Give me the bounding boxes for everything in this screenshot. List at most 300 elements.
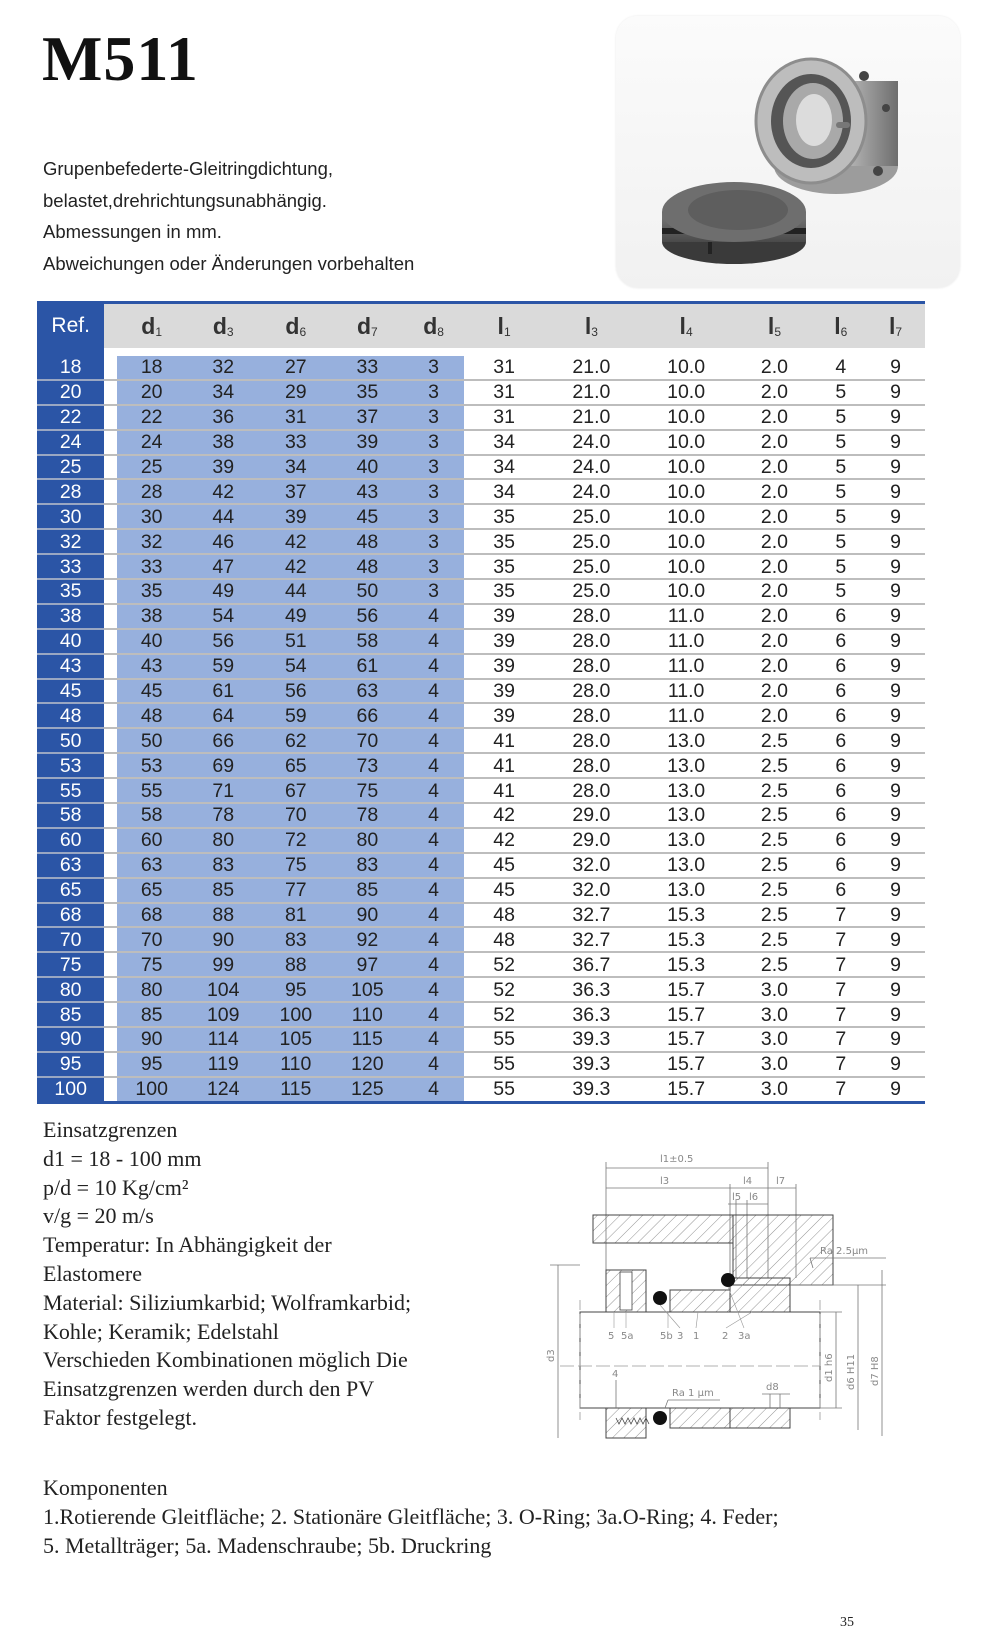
value-cell: 35	[464, 504, 544, 529]
value-cell: 66	[332, 703, 404, 728]
value-cell: 4	[403, 828, 464, 853]
ref-cell: 53	[37, 753, 104, 778]
value-cell: 62	[260, 728, 332, 753]
column-header-subscript: 7	[371, 324, 378, 339]
table-row	[37, 679, 925, 704]
limit-line: Einsatzgrenzen werden durch den PV	[43, 1376, 375, 1402]
value-cell: 61	[332, 654, 404, 679]
ref-cell: 30	[37, 504, 104, 529]
ref-cell: 38	[37, 604, 104, 629]
value-cell: 40	[117, 629, 186, 654]
value-cell: 54	[186, 604, 260, 629]
value-cell: 42	[464, 803, 544, 828]
column-header	[332, 304, 404, 348]
value-cell: 2.5	[733, 853, 815, 878]
value-cell: 42	[260, 529, 332, 554]
value-cell: 2.5	[733, 878, 815, 903]
value-cell: 55	[464, 1077, 544, 1102]
value-cell: 28.0	[544, 604, 639, 629]
value-cell: 10.0	[639, 554, 734, 579]
value-cell: 34	[186, 380, 260, 405]
row-spacer	[104, 679, 117, 704]
value-cell: 31	[464, 405, 544, 430]
value-cell: 2.5	[733, 927, 815, 952]
value-cell: 39	[332, 430, 404, 455]
row-spacer	[104, 952, 117, 977]
table-row	[37, 529, 925, 554]
row-spacer	[104, 1077, 117, 1102]
limit-line: v/g = 20 m/s	[43, 1203, 154, 1229]
dim-label-l1: l1±0.5	[660, 1154, 694, 1165]
part-label-4: 4	[612, 1369, 619, 1380]
value-cell: 70	[260, 803, 332, 828]
value-cell: 2.0	[733, 679, 815, 704]
value-cell: 10.0	[639, 405, 734, 430]
value-cell: 32.7	[544, 927, 639, 952]
column-header	[186, 304, 260, 348]
value-cell: 4	[403, 679, 464, 704]
value-cell: 67	[260, 778, 332, 803]
value-cell: 38	[117, 604, 186, 629]
value-cell: 5	[816, 380, 867, 405]
table-row	[37, 753, 925, 778]
row-spacer	[104, 853, 117, 878]
table-row	[37, 479, 925, 504]
value-cell: 104	[186, 977, 260, 1002]
value-cell: 31	[464, 356, 544, 380]
value-cell: 2.0	[733, 604, 815, 629]
table-row	[37, 878, 925, 903]
value-cell: 53	[117, 753, 186, 778]
value-cell: 90	[186, 927, 260, 952]
value-cell: 4	[403, 952, 464, 977]
components-line: 5. Metallträger; 5a. Madenschraube; 5b. Druckring	[43, 1533, 492, 1558]
value-cell: 9	[866, 356, 925, 380]
value-cell: 39.3	[544, 1027, 639, 1052]
table-row	[37, 554, 925, 579]
value-cell: 83	[186, 853, 260, 878]
row-spacer	[104, 977, 117, 1002]
value-cell: 100	[117, 1077, 186, 1102]
value-cell: 15.3	[639, 927, 734, 952]
row-spacer	[104, 654, 117, 679]
ref-cell: 90	[37, 1027, 104, 1052]
value-cell: 3	[403, 455, 464, 480]
value-cell: 9	[866, 703, 925, 728]
value-cell: 4	[403, 1002, 464, 1027]
components-heading: Komponenten	[43, 1475, 168, 1500]
product-title: M511	[42, 23, 199, 94]
value-cell: 6	[816, 703, 867, 728]
value-cell: 48	[332, 529, 404, 554]
value-cell: 124	[186, 1077, 260, 1102]
value-cell: 10.0	[639, 455, 734, 480]
value-cell: 100	[260, 1002, 332, 1027]
table-row	[37, 579, 925, 604]
value-cell: 33	[260, 430, 332, 455]
value-cell: 48	[464, 927, 544, 952]
value-cell: 10.0	[639, 479, 734, 504]
part-label-1: 1	[693, 1331, 700, 1342]
value-cell: 110	[260, 1052, 332, 1077]
value-cell: 7	[816, 977, 867, 1002]
value-cell: 21.0	[544, 356, 639, 380]
value-cell: 90	[332, 903, 404, 928]
value-cell: 80	[332, 828, 404, 853]
row-spacer	[104, 803, 117, 828]
value-cell: 25.0	[544, 579, 639, 604]
value-cell: 3	[403, 554, 464, 579]
value-cell: 2.0	[733, 629, 815, 654]
value-cell: 9	[866, 1027, 925, 1052]
value-cell: 2.5	[733, 728, 815, 753]
value-cell: 34	[464, 455, 544, 480]
value-cell: 105	[332, 977, 404, 1002]
row-spacer	[104, 405, 117, 430]
value-cell: 10.0	[639, 504, 734, 529]
operating-limits	[43, 1116, 411, 1433]
value-cell: 99	[186, 952, 260, 977]
value-cell: 4	[403, 1052, 464, 1077]
limit-line: Kohle; Keramik; Edelstahl	[43, 1318, 279, 1344]
value-cell: 47	[186, 554, 260, 579]
column-header	[117, 304, 186, 348]
limit-line: Faktor festgelegt.	[43, 1404, 197, 1430]
row-spacer	[104, 579, 117, 604]
ref-cell: 63	[37, 853, 104, 878]
table-row	[37, 356, 925, 380]
value-cell: 45	[117, 679, 186, 704]
value-cell: 39	[464, 703, 544, 728]
value-cell: 28.0	[544, 679, 639, 704]
header-spacer	[104, 304, 117, 348]
value-cell: 63	[332, 679, 404, 704]
value-cell: 55	[464, 1052, 544, 1077]
column-header	[260, 304, 332, 348]
value-cell: 3	[403, 504, 464, 529]
value-cell: 2.5	[733, 828, 815, 853]
table-row	[37, 927, 925, 952]
o-ring-3-top	[653, 1291, 667, 1305]
value-cell: 65	[260, 753, 332, 778]
value-cell: 3	[403, 479, 464, 504]
value-cell: 52	[464, 977, 544, 1002]
value-cell: 45	[332, 504, 404, 529]
value-cell: 50	[332, 579, 404, 604]
dim-label-d6: d6 H11	[846, 1353, 857, 1390]
housing-top-right	[733, 1215, 833, 1285]
value-cell: 97	[332, 952, 404, 977]
description-line: belastet,drehrichtungsunabhängig.	[43, 189, 327, 211]
seal-cross-section-diagram	[520, 1100, 900, 1440]
value-cell: 46	[186, 529, 260, 554]
value-cell: 85	[117, 1002, 186, 1027]
table-row	[37, 405, 925, 430]
value-cell: 105	[260, 1027, 332, 1052]
value-cell: 78	[186, 803, 260, 828]
value-cell: 34	[464, 479, 544, 504]
table-row	[37, 1077, 925, 1102]
value-cell: 83	[332, 853, 404, 878]
ref-cell: 43	[37, 654, 104, 679]
ref-cell: 40	[37, 629, 104, 654]
metal-carrier-bottom	[606, 1408, 646, 1438]
value-cell: 36.3	[544, 1002, 639, 1027]
value-cell: 35	[332, 380, 404, 405]
value-cell: 9	[866, 679, 925, 704]
value-cell: 88	[186, 903, 260, 928]
value-cell: 71	[186, 778, 260, 803]
column-header-subscript: 4	[685, 324, 693, 339]
dimensions-table-wrapper	[37, 304, 925, 1104]
value-cell: 31	[260, 405, 332, 430]
row-spacer	[104, 728, 117, 753]
value-cell: 54	[260, 654, 332, 679]
row-spacer	[104, 878, 117, 903]
value-cell: 3	[403, 405, 464, 430]
value-cell: 15.7	[639, 1002, 734, 1027]
value-cell: 6	[816, 679, 867, 704]
column-header-subscript: 8	[437, 324, 444, 339]
rotating-face-top	[670, 1290, 730, 1312]
value-cell: 2.0	[733, 455, 815, 480]
value-cell: 13.0	[639, 728, 734, 753]
value-cell: 7	[816, 903, 867, 928]
value-cell: 42	[464, 828, 544, 853]
value-cell: 114	[186, 1027, 260, 1052]
value-cell: 70	[117, 927, 186, 952]
value-cell: 4	[403, 629, 464, 654]
value-cell: 64	[186, 703, 260, 728]
value-cell: 9	[866, 803, 925, 828]
value-cell: 9	[866, 554, 925, 579]
dimensions-table	[37, 304, 925, 1104]
value-cell: 49	[186, 579, 260, 604]
table-row	[37, 853, 925, 878]
value-cell: 4	[403, 1077, 464, 1102]
row-spacer	[104, 1052, 117, 1077]
value-cell: 29.0	[544, 803, 639, 828]
value-cell: 4	[403, 654, 464, 679]
value-cell: 39	[260, 504, 332, 529]
column-header	[403, 304, 464, 348]
value-cell: 75	[260, 853, 332, 878]
value-cell: 52	[464, 952, 544, 977]
value-cell: 10.0	[639, 380, 734, 405]
value-cell: 25.0	[544, 529, 639, 554]
value-cell: 2.5	[733, 803, 815, 828]
set-screw-top	[620, 1272, 632, 1310]
value-cell: 44	[260, 579, 332, 604]
ref-cell: 35	[37, 579, 104, 604]
column-header-base: d	[141, 312, 156, 339]
value-cell: 6	[816, 828, 867, 853]
value-cell: 88	[260, 952, 332, 977]
column-header-base: d	[356, 312, 372, 339]
value-cell: 75	[117, 952, 186, 977]
value-cell: 15.7	[639, 977, 734, 1002]
value-cell: 4	[403, 778, 464, 803]
value-cell: 39	[464, 679, 544, 704]
column-header-base: l	[679, 312, 686, 339]
table-row	[37, 778, 925, 803]
part-label-2: 2	[722, 1331, 729, 1342]
value-cell: 13.0	[639, 828, 734, 853]
value-cell: 3.0	[733, 977, 815, 1002]
value-cell: 4	[403, 703, 464, 728]
ref-cell: 25	[37, 455, 104, 480]
value-cell: 59	[260, 703, 332, 728]
value-cell: 85	[332, 878, 404, 903]
value-cell: 119	[186, 1052, 260, 1077]
column-header-subscript: 6	[299, 324, 307, 339]
ref-cell: 100	[37, 1077, 104, 1102]
value-cell: 5	[816, 479, 867, 504]
value-cell: 3	[403, 529, 464, 554]
value-cell: 28.0	[544, 728, 639, 753]
value-cell: 39	[464, 629, 544, 654]
dim-label-d3: d3	[546, 1349, 557, 1362]
value-cell: 4	[403, 728, 464, 753]
column-header	[866, 304, 925, 348]
value-cell: 48	[117, 703, 186, 728]
value-cell: 2.0	[733, 579, 815, 604]
row-spacer	[104, 554, 117, 579]
value-cell: 29	[260, 380, 332, 405]
table-row	[37, 903, 925, 928]
stationary-face-top	[730, 1278, 790, 1312]
value-cell: 9	[866, 878, 925, 903]
o-ring-3-bottom	[653, 1411, 667, 1425]
value-cell: 11.0	[639, 679, 734, 704]
limit-line: d1 = 18 - 100 mm	[43, 1145, 202, 1171]
value-cell: 81	[260, 903, 332, 928]
row-spacer	[104, 356, 117, 380]
stationary-face-bottom	[730, 1408, 790, 1428]
column-header-base: l	[584, 312, 592, 339]
value-cell: 9	[866, 529, 925, 554]
table-row	[37, 703, 925, 728]
value-cell: 2.0	[733, 405, 815, 430]
o-ring-3a-top	[721, 1273, 735, 1287]
value-cell: 27	[260, 356, 332, 380]
row-spacer	[104, 927, 117, 952]
table-row	[37, 430, 925, 455]
value-cell: 2.5	[733, 903, 815, 928]
row-spacer	[104, 703, 117, 728]
value-cell: 36.3	[544, 977, 639, 1002]
value-cell: 41	[464, 753, 544, 778]
row-spacer	[104, 430, 117, 455]
value-cell: 37	[260, 479, 332, 504]
value-cell: 7	[816, 952, 867, 977]
value-cell: 33	[332, 356, 404, 380]
value-cell: 32	[117, 529, 186, 554]
ref-cell: 68	[37, 903, 104, 928]
value-cell: 90	[117, 1027, 186, 1052]
value-cell: 43	[332, 479, 404, 504]
value-cell: 24.0	[544, 455, 639, 480]
ref-cell: 80	[37, 977, 104, 1002]
components-section	[43, 1473, 779, 1560]
dim-label-l4: l4	[743, 1176, 753, 1187]
column-header-base: l	[767, 312, 775, 339]
row-spacer	[104, 479, 117, 504]
limit-line: Verschieden Kombinationen möglich Die	[43, 1347, 408, 1373]
dim-label-d8: d8	[766, 1382, 779, 1393]
value-cell: 3	[403, 380, 464, 405]
column-header	[544, 304, 639, 348]
dim-label-l5: l5	[732, 1192, 742, 1203]
dim-label-l3: l3	[660, 1176, 670, 1187]
value-cell: 4	[403, 604, 464, 629]
table-row	[37, 1002, 925, 1027]
value-cell: 69	[186, 753, 260, 778]
value-cell: 7	[816, 1027, 867, 1052]
part-label-3a: 3a	[738, 1331, 751, 1342]
value-cell: 38	[186, 430, 260, 455]
value-cell: 2.0	[733, 479, 815, 504]
value-cell: 115	[332, 1027, 404, 1052]
value-cell: 11.0	[639, 629, 734, 654]
value-cell: 56	[186, 629, 260, 654]
value-cell: 24.0	[544, 479, 639, 504]
value-cell: 52	[464, 1002, 544, 1027]
row-spacer	[104, 529, 117, 554]
ref-cell: 28	[37, 479, 104, 504]
value-cell: 13.0	[639, 778, 734, 803]
housing-top-left	[593, 1215, 733, 1243]
dim-label-d1: d1 h6	[824, 1353, 835, 1382]
ref-cell: 60	[37, 828, 104, 853]
value-cell: 6	[816, 753, 867, 778]
value-cell: 9	[866, 853, 925, 878]
table-row	[37, 604, 925, 629]
value-cell: 29.0	[544, 828, 639, 853]
column-header-subscript: 1	[503, 324, 511, 339]
value-cell: 25.0	[544, 554, 639, 579]
value-cell: 60	[117, 828, 186, 853]
value-cell: 3	[403, 579, 464, 604]
value-cell: 120	[332, 1052, 404, 1077]
value-cell: 58	[117, 803, 186, 828]
table-header-spacer-row	[37, 348, 925, 356]
value-cell: 9	[866, 1002, 925, 1027]
row-spacer	[104, 1002, 117, 1027]
value-cell: 9	[866, 927, 925, 952]
column-header-subscript: 3	[226, 324, 234, 339]
column-header-base: l	[834, 312, 841, 339]
value-cell: 4	[403, 853, 464, 878]
table-row	[37, 828, 925, 853]
value-cell: 56	[260, 679, 332, 704]
value-cell: 6	[816, 778, 867, 803]
column-header-subscript: 7	[895, 324, 903, 339]
value-cell: 24.0	[544, 430, 639, 455]
value-cell: 35	[464, 579, 544, 604]
value-cell: 9	[866, 654, 925, 679]
table-row	[37, 380, 925, 405]
value-cell: 28.0	[544, 753, 639, 778]
value-cell: 9	[866, 778, 925, 803]
value-cell: 9	[866, 604, 925, 629]
value-cell: 77	[260, 878, 332, 903]
value-cell: 15.3	[639, 903, 734, 928]
value-cell: 15.7	[639, 1077, 734, 1102]
value-cell: 3.0	[733, 1052, 815, 1077]
ref-cell: 20	[37, 380, 104, 405]
value-cell: 9	[866, 405, 925, 430]
